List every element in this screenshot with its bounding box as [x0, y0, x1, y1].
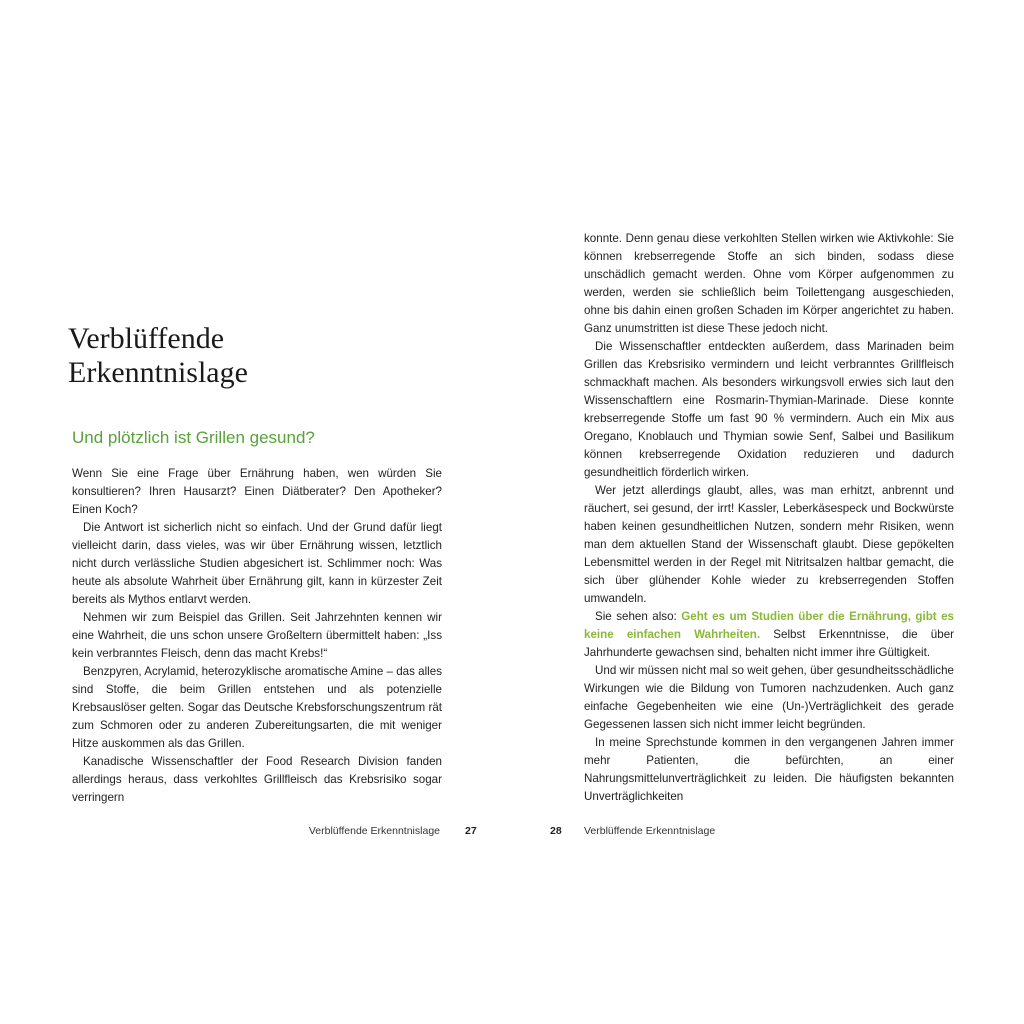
right-body-text: [584, 230, 954, 806]
paragraph: Die Antwort ist sicherlich nicht so einfach. Und der Grund dafür liegt vielleicht darin, dass vieles, was wir über Ernährung wissen, letztlich nicht durch verlässliche Studien abgesichert ist. Schlimmer noch: Was heute als absolute Wahrheit über Ernährung gilt, kann in kürzester Zeit bereits als Mythos entlarvt werden.: [72, 521, 442, 606]
paragraph: Wenn Sie eine Frage über Ernährung haben, wen würden Sie konsultieren? Ihren Hausarzt? Einen Diätberater? Den Apotheker? Einen Koch?: [72, 467, 442, 516]
paragraph: In meine Sprechstunde kommen in den vergangenen Jahren immer mehr Patienten, die befürchten, an einer Nahrungsmittelunverträglichkeit zu leiden. Die häufigsten bekannten Unverträglichkeiten: [584, 736, 954, 803]
paragraph: Und wir müssen nicht mal so weit gehen, über gesundheitsschädliche Wirkungen wie die Bildung von Tumoren nachzudenken. Auch ganz einfache Gegebenheiten wie eine (Un-)Verträglichkeit des gerade Gegessenen lassen sich nicht immer leicht begründen.: [584, 664, 954, 731]
highlight-paragraph-start: Sie sehen also:: [595, 610, 682, 623]
paragraph: konnte. Denn genau diese verkohlten Stellen wirken wie Aktivkohle: Sie können krebserregende Stoffe an sich binden, sodass diese unschädlich gemacht werden. Ohne vom Körper aufgenommen zu werden, werden sie schließlich beim Toilettengang ausgeschieden, ohne bis dahin einen großen Schaden im Körper angerichtet zu haben. Ganz unumstritten ist diese These jedoch nicht.: [584, 232, 954, 335]
paragraph: Wer jetzt allerdings glaubt, alles, was man erhitzt, anbrennt und räuchert, sei gesund, der irrt! Kassler, Leberkäsespeck und Bockwürste haben keinen gesundheitlichen Nutzen, sondern mehr Risiken, wenn man dem aktuellen Stand der Wissenschaft glaubt. Diese gepökelten Lebensmittel werden in der Regel mit Nitritsalzen haltbar gemacht, die sich über glühender Kohle wieder zu krebserregenden Stoffen umwandeln.: [584, 484, 954, 605]
paragraph: Kanadische Wissenschaftler der Food Research Division fanden allerdings heraus, dass verkohltes Grillfleisch das Krebsrisiko sogar verringern: [72, 755, 442, 804]
highlight-paragraph: [584, 608, 954, 662]
running-footer-title: Verblüffende Erkenntnislage: [308, 825, 440, 837]
page-number: 28: [550, 825, 562, 837]
paragraph: Nehmen wir zum Beispiel das Grillen. Seit Jahrzehnten kennen wir eine Wahrheit, die uns schon unsere Großeltern übermittelt haben: „Iss kein verbranntes Fleisch, denn das macht Krebs!“: [72, 611, 442, 660]
paragraph: Benzpyren, Acrylamid, heterozyklische aromatische Amine – das alles sind Stoffe, die beim Grillen entstehen und als potenzielle Krebsauslöser gelten. Sogar das Deutsche Krebsforschungszentrum rät zum Schmoren oder zu anderen Zubereitungsarten, die mit weniger Hitze auskommen als das Grillen.: [72, 665, 442, 750]
chapter-title: [68, 322, 448, 390]
right-page: [512, 0, 1024, 1024]
chapter-title-line-2: Erkenntnislage: [68, 356, 248, 389]
chapter-title-line-1: Verblüffende: [68, 322, 225, 355]
highlighted-statement: Geht es um Studien über die Ernährung, gibt es keine einfachen Wahrheiten.: [584, 610, 955, 641]
left-body-text: [72, 465, 442, 807]
paragraph: Die Wissenschaftler entdeckten außerdem, dass Marinaden beim Grillen das Krebsrisiko vermindern und leicht verbranntes Grillfleisch schmackhaft machen. Als besonders wirkungsvoll erwies sich laut den Wissenschaftlern eine Rosmarin-Thymian-Marinade. Diese konnte krebserregende Stoffe um fast 90 % vermindern. Auch ein Mix aus Oregano, Knoblauch und Thymian sowie Senf, Salbei und Basilikum können krebserregende Oxidation reduzieren und dadurch gesundheitlich förderlich wirken.: [584, 340, 954, 479]
running-footer-title: Verblüffende Erkenntnislage: [584, 825, 716, 837]
section-subtitle: Und plötzlich ist Grillen gesund?: [72, 428, 315, 447]
highlight-paragraph-end: Selbst Erkenntnisse, die über Jahrhunderte gewachsen sind, behalten nicht immer ihre Gültigkeit.: [584, 628, 954, 659]
page-number: 27: [465, 825, 477, 837]
